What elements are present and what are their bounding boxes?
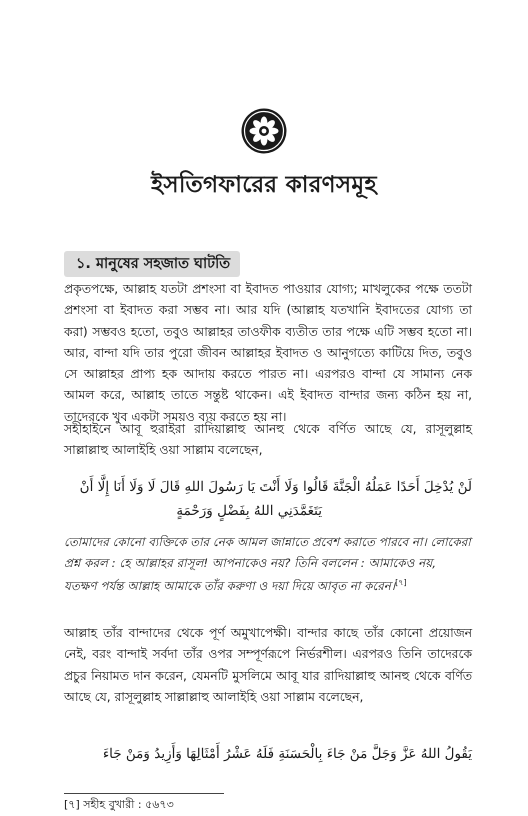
hadith-translation-text: তোমাদের কোনো ব্যক্তিকে তার নেক আমল জান্নাতে প্রবেশ করাতে পারবে না। লোকেরা প্রশ্ন করল : হে আল্লাহর রাসূল! আপনাকেও নয়? তিনি বললেন : আমাকেও নয়, যতক্ষণ পর্যন্ত আল্লাহ আমাকে তাঁর করুণা ও দয়া দিয়ে আবৃত না করেন। [64, 535, 471, 593]
footnote-reference[interactable]: [৭] [395, 578, 407, 587]
hadith-translation [64, 532, 472, 596]
paragraph-1: প্রকৃতপক্ষে, আল্লাহ যতটা প্রশংসা বা ইবাদত পাওয়ার যোগ্য; মাখলুকের পক্ষে ততটা প্রশংসা বা ইবাদত করা সম্ভব না। আর যদি (আল্লাহ যতখানি ইবাদতের যোগ্য তা করা) সম্ভবও হতো, তবুও আল্লাহর তাওফীক ব্যতীত তার পক্ষে এটি সম্ভব হতো না। আর, বান্দা যদি তার পুরো জীবন আল্লাহর ইবাদত ও আনুগত্যে কাটিয়ে দিত, তবুও সে আল্লাহর প্রাপ্য হক আদায় করতে পারত না। এরপরও বান্দা যে সামান্য নেক আমল করে, আল্লাহ তাতে সন্তুষ্ট থাকেন। এই ইবাদত বান্দার জন্য কঠিন হয় না, তাদেরকে খুব একটা সময়ও ব্যয় করতে হয় না। [64, 282, 472, 424]
section-heading: ১. মানুষের সহজাত ঘাটতি [64, 251, 240, 277]
paragraph-3: আল্লাহ তাঁর বান্দাদের থেকে পূর্ণ অমুখাপেক্ষী। বান্দার কাছে তাঁর কোনো প্রয়োজন নেই, বরং বান্দাই সর্বদা তাঁর ওপর সম্পূর্ণরূপে নির্ভরশীল। এরপরও তিনি তাদেরকে প্রচুর নিয়ামত দান করেন, যেমনটি মুসলিমে আবূ যার রাদিয়াল্লাহু আনহু থেকে বর্ণিত আছে যে, রাসূলুল্লাহ সাল্লাল্লাহু আলাইহি ওয়া সাল্লাম বলেছেন, [64, 626, 472, 704]
hadith-arabic-2 [64, 742, 472, 766]
hadith-arabic-1-line-2: يَتَغَمَّدَنِي اللهُ بِفَضْلٍ وَرَحْمَةٍ [176, 503, 322, 519]
paragraph-2: সহীহাইনে আবূ হুরাইরা রাদিয়াল্লাহু আনহু থেকে বর্ণিত আছে যে, রাসূলুল্লাহ সাল্লাল্লাহু আলাইহি ওয়া সাল্লাম বলেছেন, [64, 422, 472, 458]
hadith-arabic-2-line-1: يَقُولُ اللهُ عَزَّ وَجَلَّ مَنْ جَاءَ بِالْحَسَنَةِ فَلَهُ عَشْرُ أَمْثَالِهَا وَأَزِيدُ وَمَنْ جَاءَ [102, 746, 472, 762]
chapter-title: ইসতিগফারের কারণসমূহ [151, 171, 377, 198]
footnote-divider [64, 793, 224, 794]
hadith-arabic-1 [64, 475, 472, 523]
footnote: [৭] সহীহ বুখারী : ৫৬৭৩ [64, 798, 174, 811]
flower-emblem-icon [241, 108, 287, 154]
hadith-arabic-1-line-1: لَنْ يُدْخِلَ أَحَدًا عَمَلُهُ الْجَنَّةَ قَالُوا وَلَا أَنْتَ يَا رَسُولَ اللهِ قَالَ لَا وَلَا أَنَا إِلَّا أَنْ [79, 479, 472, 495]
